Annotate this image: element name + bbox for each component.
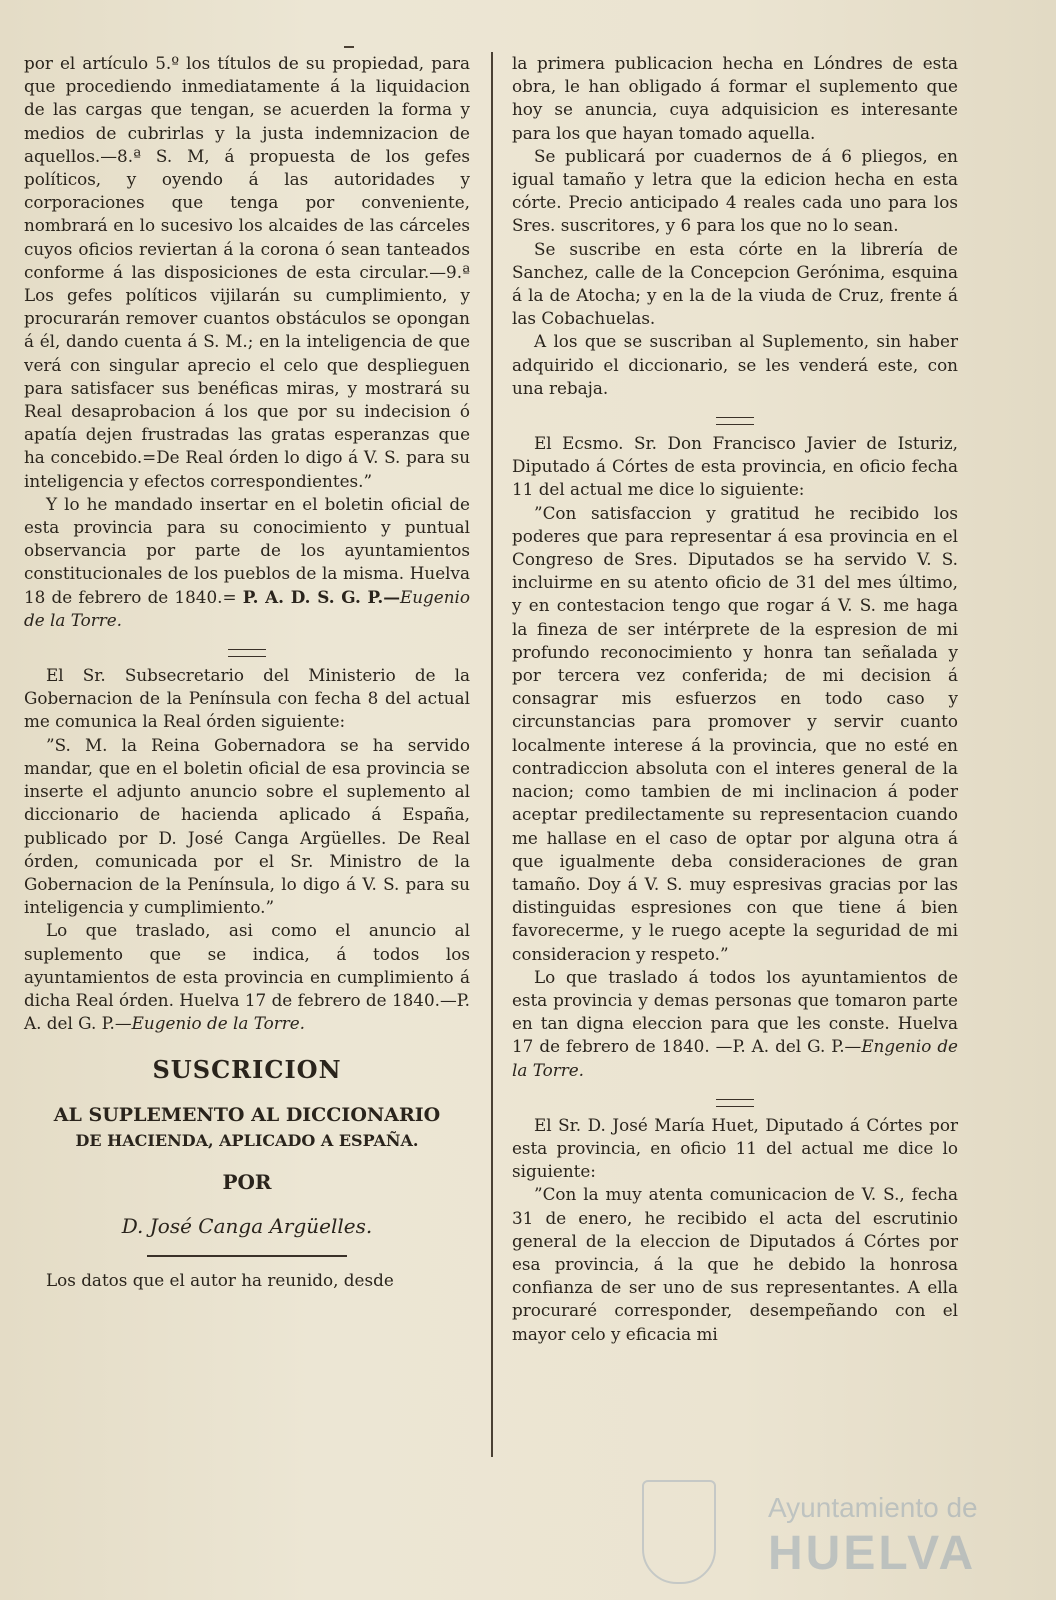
watermark-line-1: Ayuntamiento de [768, 1492, 978, 1523]
right-paragraph-1: la primera publicacion hecha en Lóndres de esta obra, le han obligado á formar el suplemento que hoy se anuncia, cuya adquisicion es interesante para los que hayan tomado aquella. [512, 53, 958, 143]
right-paragraph-4: A los que se suscriban al Suplemento, sin haber adquirido el diccionario, se les venderá este, con una rebaja. [512, 331, 958, 398]
announcement-subtitle: AL SUPLEMENTO AL DICCIONARIO [53, 1104, 441, 1127]
left-paragraph-2 [24, 493, 470, 632]
shield-icon [642, 1480, 716, 1584]
right-paragraph-9: ”Con la muy atenta comunicacion de V. S., fecha 31 de enero, he recibido el acta del escrutinio general de la eleccion de Diputados á Córtes por esa provincia, á la que he debido la honrosa confianza de ser uno de sus representantes. A ella procuraré corresponder, desempeñando con el mayor celo y eficacia mi [512, 1184, 958, 1344]
separator [24, 640, 470, 654]
ornament-rule [24, 1243, 470, 1255]
top-dash [344, 46, 354, 48]
left-paragraph-5-text: Lo que traslado, asi como el anuncio al suplemento que se indica, á todos los ayuntamientos de esta provincia en cumplimiento á dicha Real órden. Huelva 17 de febrero de 1840.—P. A. del G. P.— [24, 920, 470, 1034]
right-paragraph-3: Se suscribe en esta córte en la librería de Sanchez, calle de la Concepcion Gerónima, esquina á la de Atocha; y en la de la viuda de Cruz, frente á las Cobachuelas. [512, 238, 958, 329]
announcement-subtitle-2: DE HACIENDA, APLICADO A ESPAÑA. [75, 1131, 419, 1151]
right-paragraph-6: ”Con satisfaccion y gratitud he recibido los poderes que para representar á esa provincia en el Congreso de Sres. Diputados se ha servido V. S. incluirme en su atento oficio de 31 del mes último, y en contestacion tengo que rogar á V. S. me haga la fineza de ser intérprete de la espresion de mi profundo reconocimiento y honra tan señalada y por tercera vez conferida; de mi decision á consagrar mis esfuerzos en todo caso y circunstancias para promover y servir cuanto localmente interese á la provincia, que no esté en contradiccion absoluta con el interes general de la nacion; como tambien de mi inclinacion á poder aceptar predilectamente su representacion cuando me hallase en el caso de optar por alguna otra á que igualmente deba consideraciones de gran tamaño. Doy á V. S. muy espresivas gracias por las distinguidas espresiones con que tiene á bien favorecerme, y le ruego acepte la seguridad de mi consideracion y respeto.” [512, 502, 958, 964]
left-paragraph-2-signature-a: P. A. D. S. G. P.— [242, 586, 400, 607]
right-paragraph-5: El Ecsmo. Sr. Don Francisco Javier de Isturiz, Diputado á Córtes de esta provincia, en oficio fecha 11 del actual me dice lo siguiente: [512, 433, 958, 500]
left-paragraph-5-signature: Eugenio de la Torre. [131, 1013, 306, 1034]
left-paragraph-2-signature-b: Eugenio de la Torre. [24, 586, 471, 630]
right-paragraph-8: El Sr. D. José María Huet, Diputado á Córtes por esta provincia, en oficio 11 del actual me dice lo siguiente: [512, 1114, 958, 1182]
watermark-line-2: HUELVA [768, 1527, 977, 1580]
separator [512, 1090, 958, 1104]
announcement-title: SUSCRICION [152, 1055, 342, 1085]
left-paragraph-4: ”S. M. la Reina Gobernadora se ha servido mandar, que en el boletin oficial de esa provincia se inserte el adjunto anuncio sobre el suplemento al diccionario de hacienda aplicado á España, publicado por D. José Canga Argüelles. De Real órden, comunicada por el Sr. Ministro de la Gobernacion de la Península, lo digo á V. S. para su inteligencia y cumplimiento.” [24, 734, 470, 918]
right-paragraph-7-text: Lo que traslado á todos los ayuntamientos de esta provincia y demas personas que tomaron parte en tan digna eleccion para que les conste. Huelva 17 de febrero de 1840. —P. A. del G. P.— [512, 966, 958, 1057]
left-paragraph-5 [24, 919, 470, 1035]
left-column [24, 52, 470, 1293]
left-paragraph-1: por el artículo 5.º los títulos de su propiedad, para que procediendo inmediatamente á la liquidacion de las cargas que tengan, se acuerden la forma y medios de cubrirlas y la justa indemnizacion de aquellos.—8.ª S. M, á propuesta de los gefes políticos, y oyendo á las autoridades y corporaciones que tenga por conveniente, nombrará en lo sucesivo los alcaides de las cárceles cuyos oficios reviertan á la corona ó sean tanteados conforme á las disposiciones de esta circular.—9.ª Los gefes políticos vijilarán su cumplimiento, y procurarán remover cuantos obstáculos se opongan á él, dando cuenta á S. M.; en la inteligencia de que verá con singular aprecio el celo que desplieguen para satisfacer sus benéficas miras, y mostrará su Real desaprobacion á los que por su indecision ó apatía dejen frustradas las gratas esperanzas que ha concebido.=De Real órden lo digo á V. S. para su inteligencia y efectos correspondientes.” [24, 53, 470, 491]
announcement-author: D. José Canga Argüelles. [121, 1214, 373, 1239]
watermark-logo [620, 1480, 980, 1590]
announcement-por: POR [222, 1170, 272, 1195]
right-paragraph-2: Se publicará por cuadernos de á 6 pliegos, en igual tamaño y letra que la edicion hecha en esta córte. Precio anticipado 4 reales cada uno para los Sres. suscritores, y 6 para los que no lo sean. [512, 145, 958, 236]
right-paragraph-7-signature: Engenio de la Torre. [512, 1036, 958, 1080]
right-paragraph-7 [512, 966, 958, 1082]
separator [512, 408, 958, 422]
right-column [512, 52, 958, 1346]
left-paragraph-6: Los datos que el autor ha reunido, desde [46, 1270, 394, 1291]
left-paragraph-3: El Sr. Subsecretario del Ministerio de la Gobernacion de la Península con fecha 8 del actual me comunica la Real órden siguiente: [24, 665, 470, 732]
left-paragraph-2-text: Y lo he mandado insertar en el boletin oficial de esta provincia para su conocimiento y puntual observancia por parte de los ayuntamientos constitucionales de los pueblos de la misma. Huelva 18 de febrero de 1840.= [24, 493, 470, 607]
column-divider [491, 52, 493, 1457]
